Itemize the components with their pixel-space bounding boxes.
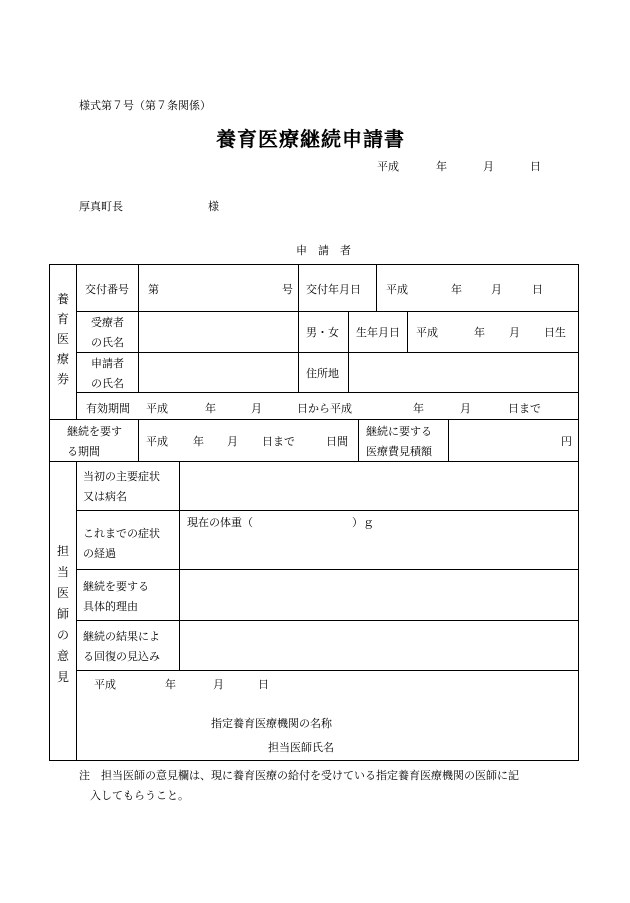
current-weight: 現在の体重（ ）ｇ (187, 516, 374, 529)
issue-number-prefix: 第 (148, 283, 159, 296)
certificate-side-label: 養 育 医 療 券 (56, 292, 69, 386)
doctor-opinion-side-label: 担 当 医 師 の 意 見 (56, 544, 69, 684)
reason-label: 継続を要する (83, 580, 149, 593)
sign-month: 月 (213, 678, 224, 691)
outlook-label: 継続の結果によ (83, 630, 160, 643)
valid-month-2: 月 (460, 402, 471, 415)
outlook-label-2: る回復の見込み (83, 650, 160, 663)
applicant-name-label: 申請者 (91, 357, 124, 370)
issue-date-era: 平成 (386, 283, 408, 296)
valid-month: 月 (251, 402, 262, 415)
valid-from: 日から平成 (297, 402, 352, 415)
symptom-label-2: 又は病名 (83, 490, 127, 503)
birth-date-label: 生年月日 (356, 326, 400, 339)
cost-estimate-label: 継続に要する (366, 425, 432, 438)
sex-option: 男・女 (306, 326, 339, 339)
issue-number-suffix: 号 (282, 283, 293, 296)
form-number: 様式第７号（第７条関係） (79, 99, 211, 112)
sign-day: 日 (258, 678, 269, 691)
valid-year-2: 年 (413, 402, 424, 415)
continuation-era: 平成 (146, 435, 168, 448)
valid-until: 日まで (508, 402, 541, 415)
cost-unit: 円 (561, 435, 572, 448)
continuation-month: 月 (227, 435, 238, 448)
continuation-period-label-2: る期間 (67, 445, 100, 458)
address-label: 住所地 (306, 367, 339, 380)
birth-day: 日生 (544, 326, 566, 339)
issue-date-day: 日 (532, 283, 543, 296)
date-month: 月 (483, 160, 494, 173)
continuation-days: 日間 (326, 435, 348, 448)
page-title: 養育医療継続申請書 (216, 127, 405, 151)
cost-estimate-label-2: 医療費見積額 (366, 445, 432, 458)
valid-era: 平成 (146, 402, 168, 415)
birth-month: 月 (509, 326, 520, 339)
doctor-name-label: 担当医師氏名 (268, 741, 334, 754)
valid-year: 年 (205, 402, 216, 415)
birth-year: 年 (474, 326, 485, 339)
date-era: 平成 (377, 160, 399, 173)
progress-label: これまでの症状 (83, 527, 160, 540)
issue-date-month: 月 (491, 283, 502, 296)
reason-label-2: 具体的理由 (83, 600, 138, 613)
footnote-continued: 入してもらうこと。 (90, 789, 189, 802)
patient-label-2: の氏名 (91, 336, 124, 349)
symptom-label: 当初の主要症状 (83, 470, 160, 483)
birth-era: 平成 (416, 326, 438, 339)
footnote: 注 担当医師の意見欄は、現に養育医療の給付を受けている指定養育医療機関の医師に記 (79, 769, 519, 782)
continuation-year: 年 (193, 435, 204, 448)
sign-era: 平成 (94, 678, 116, 691)
continuation-period-label: 継続を要す (67, 425, 122, 438)
continuation-until: 日まで (262, 435, 295, 448)
issue-date-label: 交付年月日 (306, 283, 361, 296)
issue-number-label: 交付番号 (85, 283, 129, 296)
valid-period-label: 有効期間 (86, 402, 130, 415)
applicant-name-label-2: の氏名 (91, 377, 124, 390)
honorific: 様 (208, 200, 219, 213)
date-year: 年 (436, 160, 447, 173)
progress-label-2: の経過 (83, 547, 116, 560)
addressee: 厚真町長 (79, 200, 123, 213)
sign-year: 年 (165, 678, 176, 691)
patient-label: 受療者 (91, 316, 124, 329)
applicant-heading: 申 請 者 (296, 244, 351, 257)
issue-date-year: 年 (451, 283, 462, 296)
institution-name-label: 指定養育医療機関の名称 (211, 717, 332, 730)
date-day: 日 (530, 160, 541, 173)
